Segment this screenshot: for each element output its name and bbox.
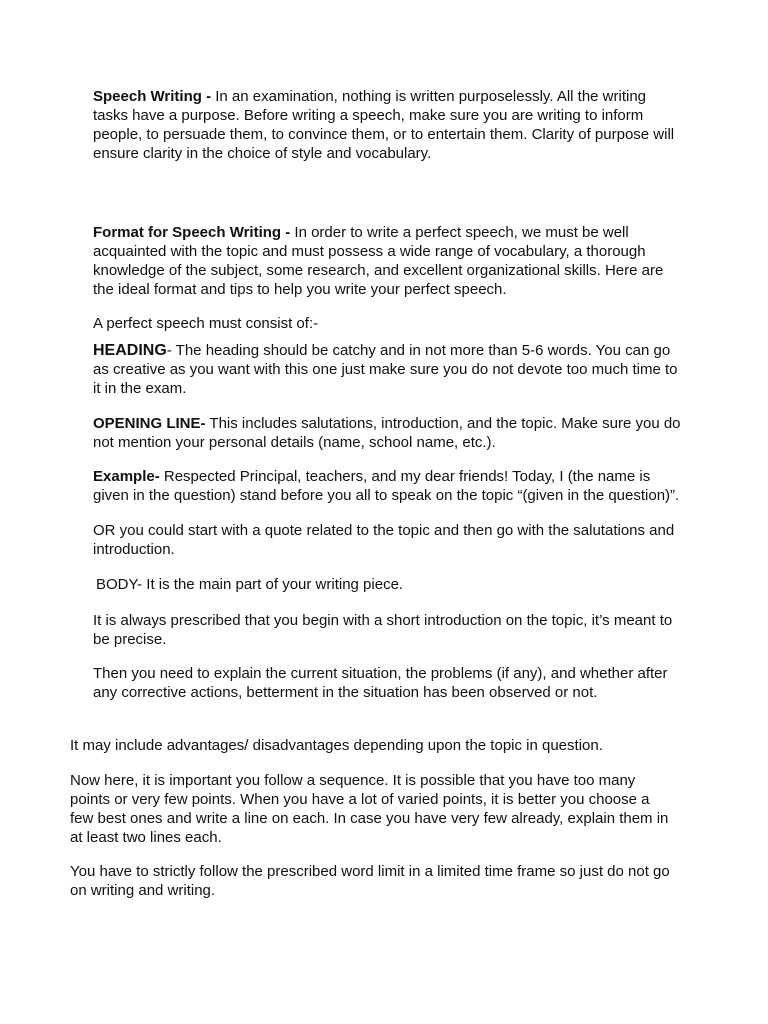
opening-line-text: This includes salutations, introduction, and the topic. Make sure you do not mention your personal details (name, school name, etc.). (93, 415, 681, 451)
example-heading: Example- (93, 468, 160, 485)
paragraph-situation-text: Then you need to explain the current situation, the problems (if any), and whether after any corrective actions, betterment in the situation has been observed or not. (93, 665, 668, 701)
opening-line-paragraph (93, 414, 683, 452)
consist-line (93, 314, 683, 333)
example-alt-text: OR you could start with a quote related to the topic and then go with the salutations and introduction. (93, 522, 675, 558)
paragraph-advantages-text: It may include advantages/ disadvantages depending upon the topic in question. (70, 737, 603, 754)
speech-writing-heading: Speech Writing - (93, 88, 212, 105)
paragraph-intro-text: It is always prescribed that you begin with a short introduction on the topic, it’s meant to be precise. (93, 612, 673, 648)
heading-item-paragraph (93, 341, 683, 398)
speech-writing-text: In an examination, nothing is written purposelessly. All the writing tasks have a purpose. Before writing a speech, make sure you are writing to inform people, to persuade them, to convince them, or to entertain them. Clarity of purpose will ensure clarity in the choice of style and vocabulary. (93, 88, 675, 162)
format-paragraph (93, 223, 683, 299)
opening-line-heading: OPENING LINE- (93, 415, 206, 432)
example-paragraph (93, 467, 683, 505)
paragraph-intro (93, 611, 683, 649)
body-paragraph (96, 575, 686, 594)
format-heading: Format for Speech Writing - (93, 224, 291, 241)
heading-item-heading: HEADING (93, 342, 167, 359)
paragraph-advantages (70, 736, 670, 755)
paragraph-word-limit (70, 862, 670, 900)
example-alt-paragraph (93, 521, 683, 559)
paragraph-situation (93, 664, 683, 702)
paragraph-sequence-text: Now here, it is important you follow a sequence. It is possible that you have too many points or very few points. When you have a lot of varied points, it is better you choose a few best ones and write a line on each. In case you have very few already, explain them in at least two lines each. (70, 772, 669, 846)
speech-writing-paragraph (93, 87, 683, 163)
paragraph-sequence (70, 771, 670, 847)
example-text: Respected Principal, teachers, and my dear friends! Today, I (the name is given in the question) stand before you all to speak on the topic “(given in the question)”. (93, 468, 680, 504)
format-text: In order to write a perfect speech, we must be well acquainted with the topic and must possess a wide range of vocabulary, a thorough knowledge of the subject, some research, and excellent organizational skills. Here are the ideal format and tips to help you write your perfect speech. (93, 224, 664, 298)
consist-text: A perfect speech must consist of:- (93, 315, 319, 332)
paragraph-word-limit-text: You have to strictly follow the prescribed word limit in a limited time frame so just do not go on writing and writing. (70, 863, 670, 899)
body-text: BODY- It is the main part of your writing piece. (96, 576, 404, 593)
heading-item-text: - The heading should be catchy and in not more than 5-6 words. You can go as creative as you want with this one just make sure you do not devote too much time to it in the exam. (93, 342, 678, 397)
